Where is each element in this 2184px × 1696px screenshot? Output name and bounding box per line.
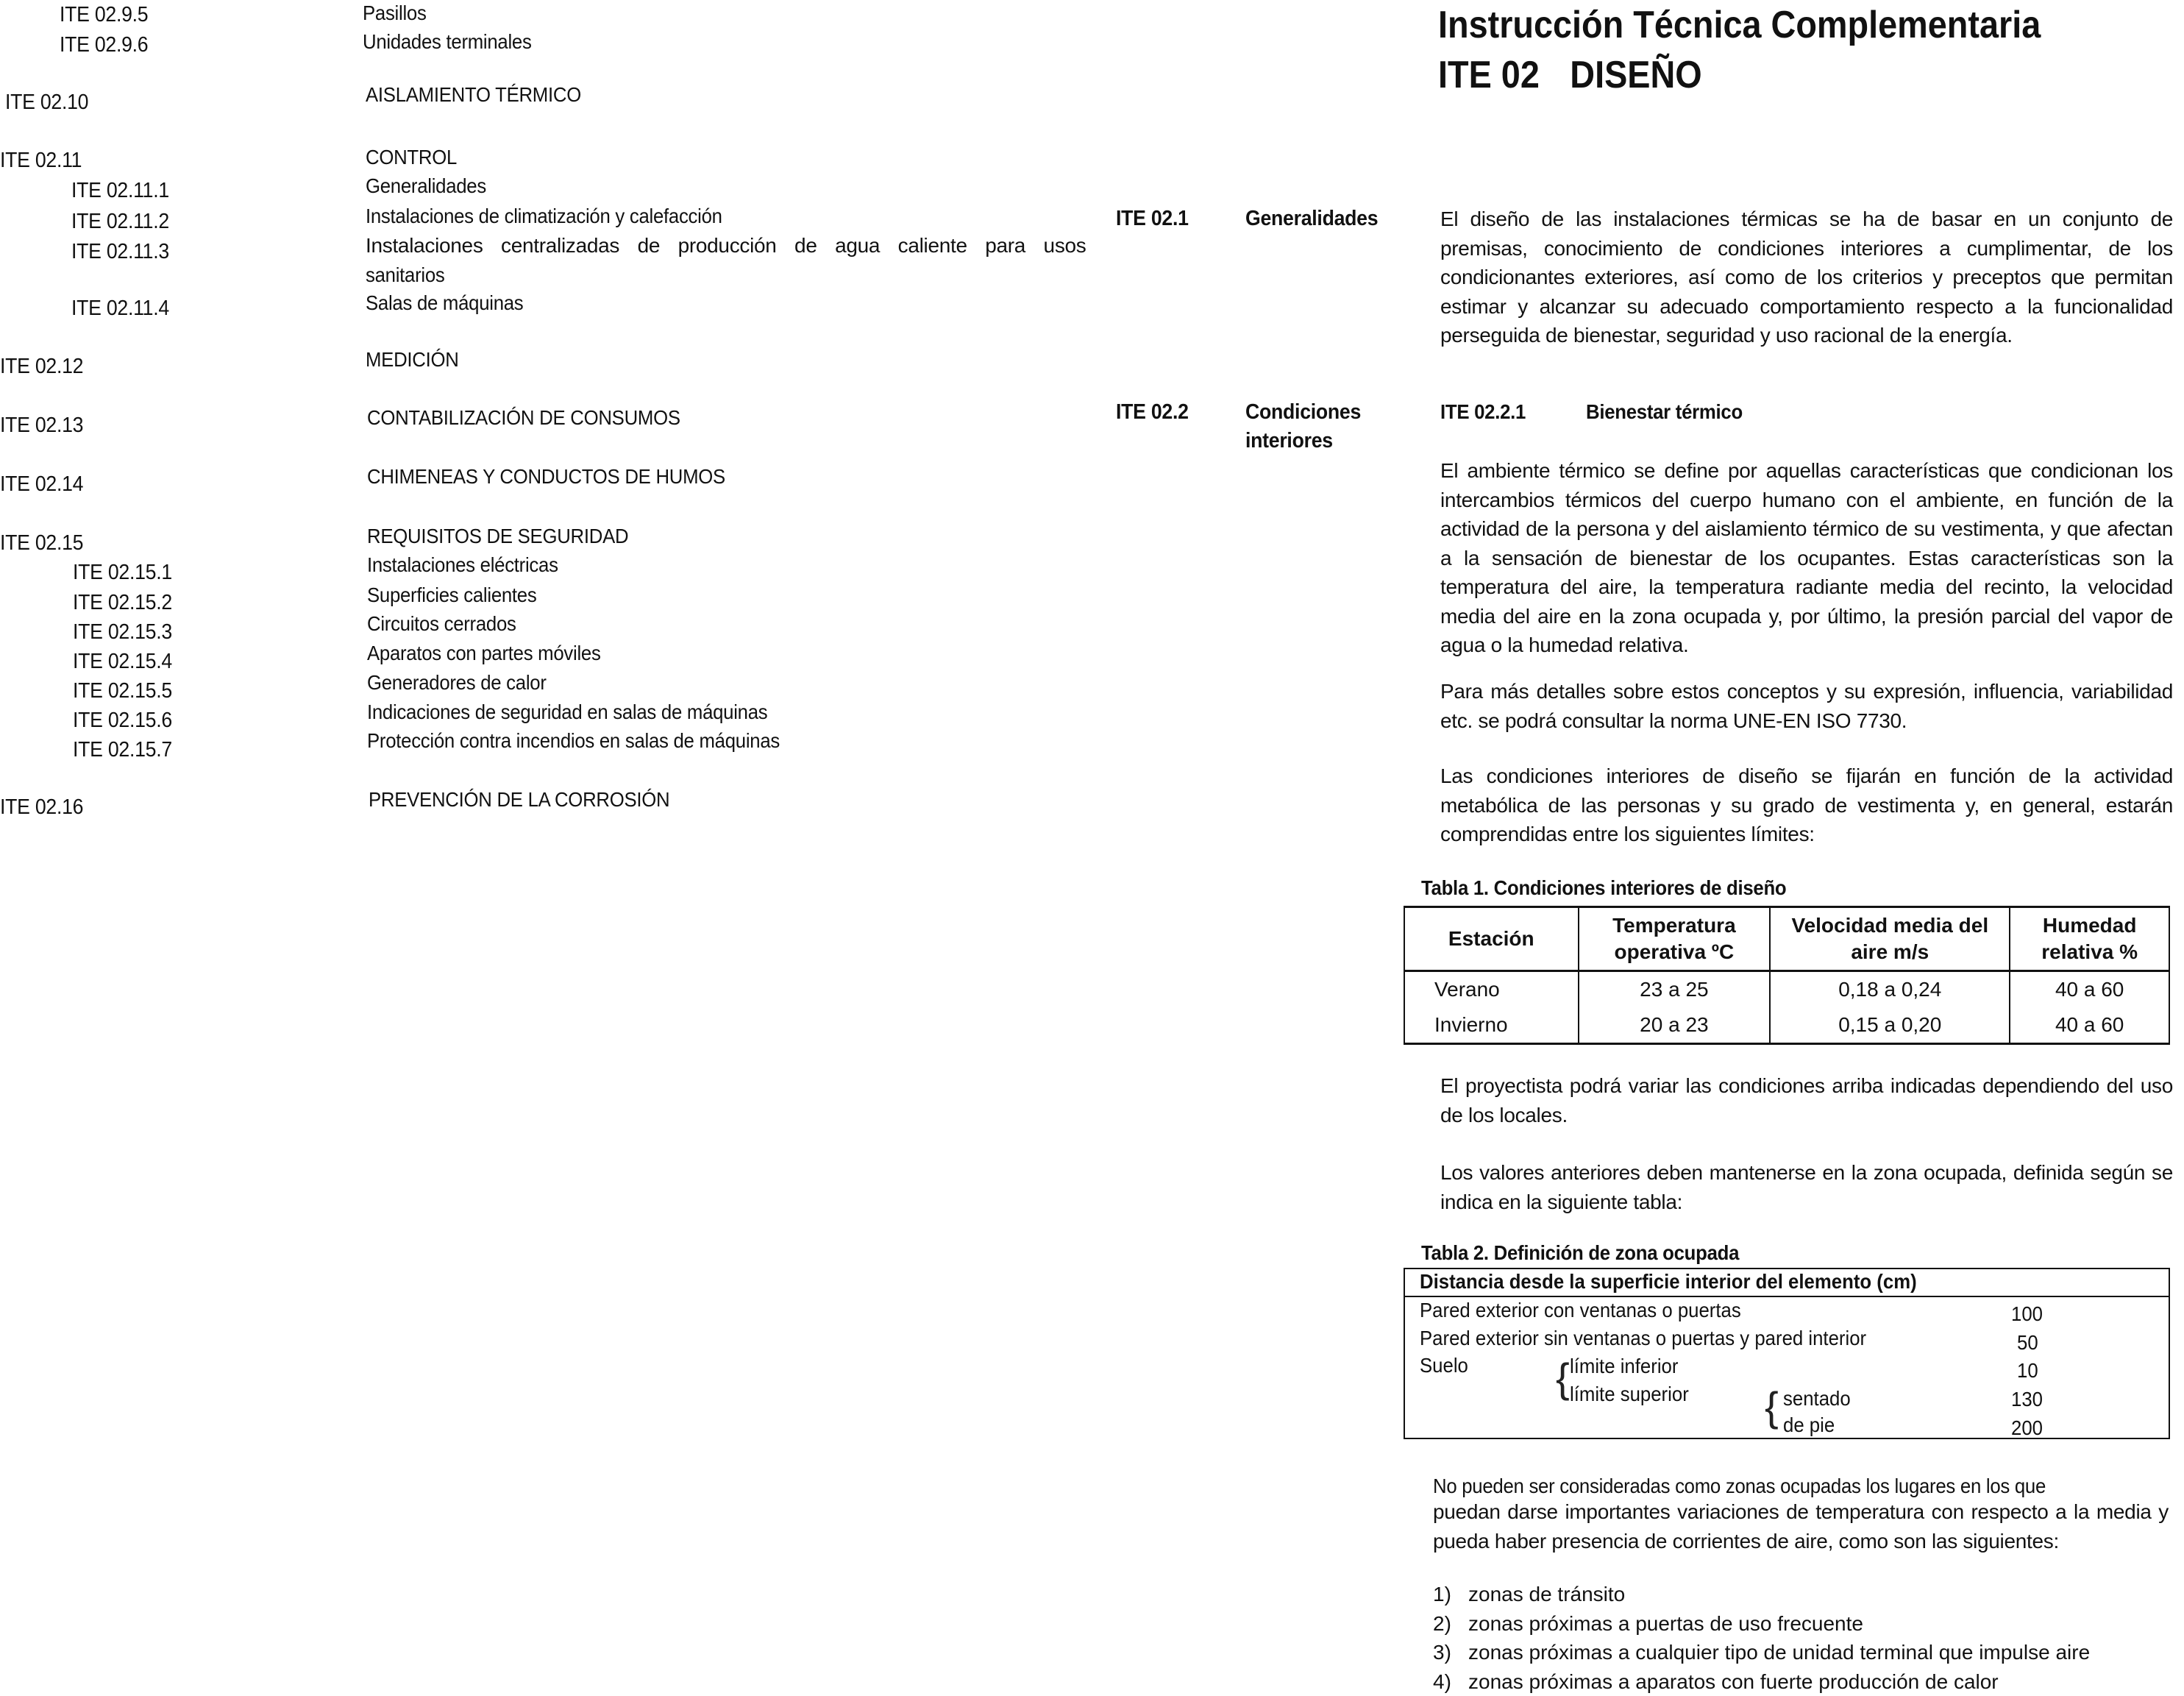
toc-label: Protección contra incendios en salas de máquinas [367,728,780,753]
paragraph: El ambiente térmico se define por aquellas características que condicionan los intercambios térmicos del cuerpo humano con el ambiente, en función de la actividad de la persona y del aislamiento térmico de su vestimenta, y que afectan a la sensación de bienestar de los ocupantes. Estas características son la temperatura del aire, la temperatura radiante media del recinto, la velocidad media del aire en la zona ocupada y, por último, la presión parcial del vapor de agua o la humedad relativa. [1440,456,2173,660]
column-header: Temperatura operativa ºC [1579,907,1771,971]
table-caption: Tabla 1. Condiciones interiores de diseño [1421,876,1786,901]
toc-code: ITE 02.9.6 [60,32,148,57]
list-item: 3) zonas próximas a cualquier tipo de unidad terminal que impulse aire [1433,1638,2090,1667]
table-cell: 100 [2011,1302,2043,1327]
toc-code: ITE 02.15.4 [73,649,172,674]
toc-label: MEDICIÓN [366,347,459,372]
title-line-1: Instrucción Técnica Complementaria [1438,0,2041,50]
brace-icon: { [1556,1358,1570,1399]
table-row [1404,1007,2169,1044]
paragraph-line: No pueden ser consideradas como zonas ocupadas los lugares en los que [1433,1474,2046,1499]
table-row [1404,971,2169,1008]
toc-label: AISLAMIENTO TÉRMICO [366,82,581,107]
table-cell: Suelo [1420,1353,1468,1378]
document-title [1438,0,2041,100]
table-cell: sentado [1783,1386,1851,1411]
table-cell: Invierno [1404,1007,1579,1044]
toc-code: ITE 02.10 [5,90,88,115]
column-header: Distancia desde la superficie interior del elemento (cm) [1420,1269,1917,1294]
toc-code: ITE 02.11.2 [71,209,169,234]
brace-icon: { [1765,1386,1779,1427]
table-cell: 0,18 a 0,24 [1770,971,2010,1008]
toc-code: ITE 02.11.3 [71,239,169,264]
toc-label: Aparatos con partes móviles [367,641,601,666]
toc-code: ITE 02.15.7 [73,737,172,762]
table-cell: 40 a 60 [2010,971,2169,1008]
table-cell: Pared exterior sin ventanas o puertas y pared interior [1420,1326,1866,1351]
table-cell: límite inferior [1570,1354,1678,1379]
occupied-zone-exclusions-list [1433,1580,2090,1696]
toc-label: sanitarios [366,263,444,288]
toc-label: CHIMENEAS Y CONDUCTOS DE HUMOS [367,464,725,489]
toc-code: ITE 02.11 [0,148,82,173]
list-item: 2) zonas próximas a puertas de uso frecuente [1433,1609,2090,1639]
toc-code: ITE 02.11.4 [71,296,169,321]
title-label: DISEÑO [1570,54,1701,96]
section-code: ITE 02.2 [1116,400,1189,425]
toc-label: Unidades terminales [363,29,532,54]
table-cell: 10 [2017,1358,2038,1383]
toc-label: Instalaciones centralizadas de producción de agua caliente para usos [366,231,1056,260]
column-header: Humedad relativa % [2010,907,2169,971]
toc-code: ITE 02.15.1 [73,560,172,585]
table-header-row [1405,1269,2169,1297]
column-header: Velocidad media del aire m/s [1770,907,2010,971]
table-cell: Pared exterior con ventanas o puertas [1420,1298,1741,1323]
title-line-2 [1438,50,2041,100]
toc-code: ITE 02.15.5 [73,678,172,703]
toc-label: Indicaciones de seguridad en salas de máquinas [367,700,767,725]
section-heading: Generalidades [1245,206,1378,231]
paragraph: Los valores anteriores deben mantenerse en la zona ocupada, definida según se indica en la siguiente tabla: [1440,1158,2173,1216]
toc-label: Salas de máquinas [366,291,523,316]
table-cell: 23 a 25 [1579,971,1771,1008]
toc-label: REQUISITOS DE SEGURIDAD [367,524,628,549]
section-text: El diseño de las instalaciones térmicas se ha de basar en un conjunto de premisas, conocimiento de condiciones interiores a cumplimentar, de los condicionantes exteriores, así como de los criterios y preceptos que permitan estimar y alcanzar su adecuado comportamiento respecto a la funcionalidad perseguida de bienestar, seguridad y uso racional de la energía. [1440,205,2173,350]
toc-code: ITE 02.11.1 [71,178,169,203]
toc-code: ITE 02.9.5 [60,2,148,27]
table-caption: Tabla 2. Definición de zona ocupada [1421,1241,1739,1266]
paragraph: El proyectista podrá variar las condiciones arriba indicadas dependiendo del uso de los locales. [1440,1071,2173,1129]
paragraph: Las condiciones interiores de diseño se fijarán en función de la actividad metabólica de las personas y su grado de vestimenta y, en general, estarán comprendidas entre los siguientes límites: [1440,762,2173,849]
table-interior-conditions [1404,906,2170,1045]
toc-label: CONTABILIZACIÓN DE CONSUMOS [367,405,680,430]
column-header: Estación [1404,907,1579,971]
list-item: 4) zonas próximas a aparatos con fuerte producción de calor [1433,1667,2090,1696]
toc-label: Generalidades [366,174,486,199]
paragraph: puedan darse importantes variaciones de temperatura con respecto a la media y pueda haber presencia de corrientes de aire, como son las siguientes: [1433,1497,2169,1555]
list-item: 1) zonas de tránsito [1433,1580,2090,1609]
toc-label: Pasillos [363,1,427,26]
toc-label: Instalaciones de climatización y calefacción [366,204,722,229]
toc-code: ITE 02.15.3 [73,620,172,645]
title-code: ITE 02 [1438,54,1540,96]
toc-code: ITE 02.12 [0,354,83,379]
toc-code: ITE 02.15.6 [73,708,172,733]
section-heading: interiores [1245,428,1333,453]
table-header-row [1404,907,2169,971]
toc-code: ITE 02.16 [0,795,83,820]
toc-label: PREVENCIÓN DE LA CORROSIÓN [369,787,669,812]
toc-label: CONTROL [366,145,457,170]
table-cell: 200 [2011,1416,2043,1441]
table-cell: Verano [1404,971,1579,1008]
paragraph: Para más detalles sobre estos conceptos y su expresión, influencia, variabilidad etc. se podrá consultar la norma UNE-EN ISO 7730. [1440,677,2173,735]
table-cell: 0,15 a 0,20 [1770,1007,2010,1044]
toc-label: Superficies calientes [367,583,536,608]
table-cell: de pie [1783,1413,1835,1438]
subsection-code: ITE 02.2.1 [1440,400,1526,425]
toc-code: ITE 02.15 [0,531,83,556]
section-heading: Condiciones [1245,400,1361,425]
table-cell: 40 a 60 [2010,1007,2169,1044]
toc-label: Instalaciones eléctricas [367,553,558,578]
toc-code: ITE 02.15.2 [73,590,172,615]
toc-code: ITE 02.14 [0,472,83,497]
table-cell: 130 [2011,1387,2043,1412]
toc-label: Circuitos cerrados [367,611,516,636]
subsection-heading: Bienestar térmico [1586,400,1743,425]
table-occupied-zone [1404,1268,2170,1439]
table-cell: límite superior [1570,1382,1689,1407]
table-cell: 20 a 23 [1579,1007,1771,1044]
toc-label: Generadores de calor [367,670,547,695]
section-code: ITE 02.1 [1116,206,1189,231]
toc-code: ITE 02.13 [0,413,83,438]
table-cell: 50 [2017,1330,2038,1355]
